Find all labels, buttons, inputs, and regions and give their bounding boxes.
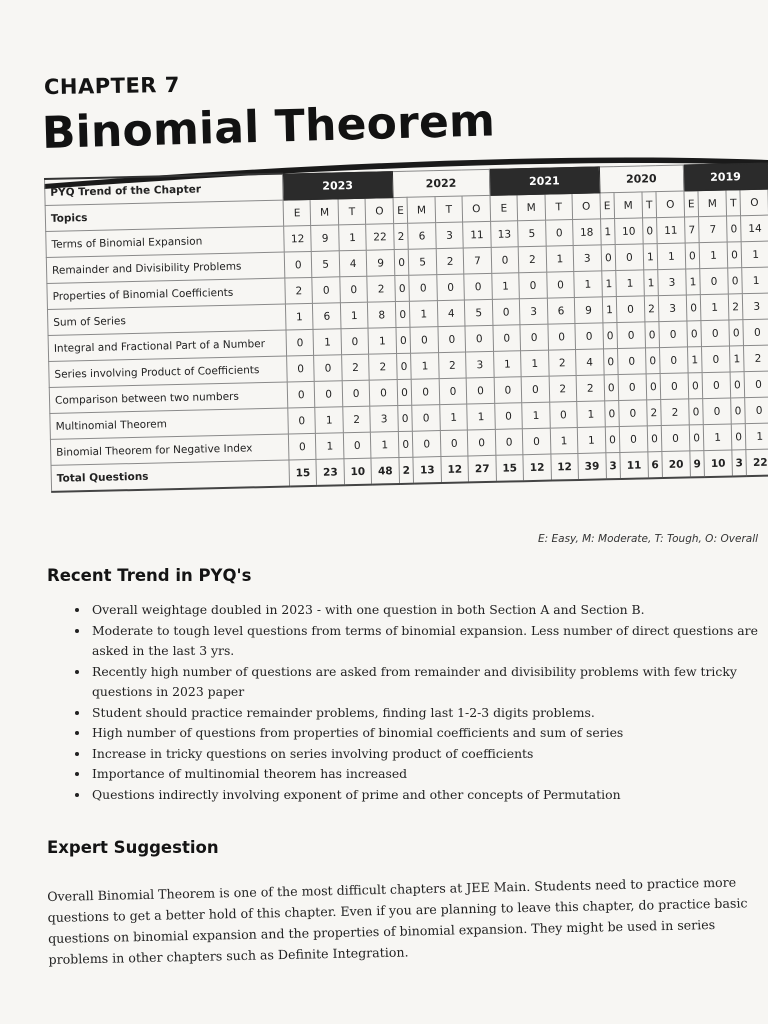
chapter-label: CHAPTER 7 — [43, 72, 181, 100]
year-header: 2021 — [489, 166, 599, 195]
value-cell: 0 — [688, 373, 703, 399]
pyq-trend-table — [44, 162, 768, 493]
value-cell: 0 — [615, 244, 643, 271]
value-cell: 2 — [518, 246, 546, 273]
value-cell: 1 — [616, 270, 644, 297]
value-cell: 0 — [689, 425, 704, 451]
value-cell: 2 — [661, 399, 689, 426]
difficulty-header: T — [545, 194, 573, 221]
value-cell: 48 — [371, 458, 399, 485]
value-cell: 2 — [343, 406, 371, 433]
value-cell: 0 — [468, 429, 496, 456]
topics-header: Topics — [45, 200, 284, 231]
value-cell: 0 — [287, 381, 315, 408]
difficulty-header: M — [614, 192, 642, 219]
value-cell: 0 — [493, 325, 521, 352]
value-cell: 0 — [604, 401, 619, 427]
difficulty-header: E — [393, 197, 408, 223]
year-header: 2020 — [599, 164, 684, 192]
value-cell: 1 — [601, 271, 616, 297]
value-cell: 1 — [285, 303, 313, 330]
value-cell: 0 — [440, 430, 468, 457]
value-cell: 0 — [603, 349, 618, 375]
value-cell: 1 — [643, 244, 658, 270]
value-cell: 0 — [659, 321, 687, 348]
value-cell: 0 — [523, 428, 551, 455]
difficulty-header: M — [517, 194, 545, 221]
value-cell: 7 — [699, 216, 727, 243]
value-cell: 0 — [395, 301, 410, 327]
value-cell: 9 — [311, 225, 339, 252]
value-cell: 8 — [368, 302, 396, 329]
value-cell: 3 — [605, 453, 620, 480]
year-header: 2019 — [683, 163, 768, 191]
value-cell: 39 — [578, 453, 606, 480]
value-cell: 2 — [744, 345, 768, 372]
value-cell: 7 — [684, 217, 699, 243]
value-cell: 0 — [688, 399, 703, 425]
value-cell: 0 — [398, 405, 413, 431]
value-cell: 0 — [410, 327, 438, 354]
difficulty-header: M — [311, 199, 339, 226]
recent-trend-heading: Recent Trend in PYQ's — [47, 566, 252, 585]
difficulty-header: E — [283, 199, 311, 226]
value-cell: 0 — [394, 249, 409, 275]
value-cell: 0 — [546, 272, 574, 299]
expert-suggestion-heading: Expert Suggestion — [47, 838, 219, 857]
value-cell: 0 — [545, 220, 573, 247]
value-cell: 23 — [316, 459, 344, 486]
value-cell: 0 — [439, 378, 467, 405]
value-cell: 1 — [577, 427, 605, 454]
value-cell: 1 — [313, 329, 341, 356]
value-cell: 2 — [393, 223, 408, 249]
list-item: • High number of questions from properties of binomial coefficients and sum of series — [90, 723, 760, 744]
value-cell: 2 — [341, 354, 369, 381]
difficulty-header: E — [684, 191, 699, 217]
value-cell: 3 — [370, 406, 398, 433]
year-header: 2023 — [282, 171, 392, 200]
pyq-trend-table-container — [44, 162, 768, 493]
topic-cell: Integral and Fractional Part of a Number — [48, 330, 287, 361]
value-cell: 0 — [700, 268, 728, 295]
value-cell: 0 — [729, 320, 744, 346]
value-cell: 1 — [411, 353, 439, 380]
value-cell: 0 — [495, 403, 523, 430]
value-cell: 2 — [548, 349, 576, 376]
value-cell: 7 — [464, 247, 492, 274]
difficulty-header: T — [726, 190, 741, 216]
value-cell: 0 — [730, 398, 745, 424]
difficulty-header: O — [740, 189, 768, 216]
value-cell: 2 — [576, 375, 604, 402]
topic-cell: Sum of Series — [47, 304, 286, 335]
list-item: • Questions indirectly involving exponent of prime and other concepts of Permutation — [90, 785, 760, 806]
difficulty-legend: E: Easy, M: Moderate, T: Tough, O: Overall — [538, 533, 759, 545]
difficulty-header: M — [407, 197, 435, 224]
value-cell: 0 — [619, 426, 647, 453]
topic-cell: Comparison between two numbers — [49, 382, 288, 413]
value-cell: 2 — [549, 375, 577, 402]
value-cell: 11 — [657, 217, 685, 244]
value-cell: 13 — [413, 457, 441, 484]
difficulty-header: T — [435, 196, 463, 223]
value-cell: 2 — [436, 248, 464, 275]
value-cell: 15 — [496, 455, 524, 482]
value-cell: 3 — [732, 450, 747, 477]
value-cell: 0 — [315, 381, 343, 408]
value-cell: 0 — [409, 275, 437, 302]
value-cell: 0 — [685, 243, 700, 269]
value-cell: 0 — [731, 424, 746, 450]
value-cell: 0 — [726, 216, 741, 242]
value-cell: 0 — [645, 348, 660, 374]
list-item: • Overall weightage doubled in 2023 - with one question in both Section A and Section B. — [90, 600, 760, 621]
list-item: • Moderate to tough level questions from terms of binomial expansion. Less number of direct questions are asked in the last 3 yrs. — [90, 621, 760, 662]
list-item: • Importance of multinomial theorem has increased — [90, 764, 760, 785]
chapter-title: Binomial Theorem — [41, 95, 496, 159]
value-cell: 1 — [600, 219, 615, 245]
value-cell: 2 — [438, 352, 466, 379]
topic-cell: Series involving Product of Coefficients — [49, 356, 288, 387]
value-cell: 3 — [659, 295, 687, 322]
value-cell: 0 — [288, 433, 316, 460]
value-cell: 0 — [617, 322, 645, 349]
value-cell: 0 — [395, 275, 410, 301]
value-cell: 0 — [549, 401, 577, 428]
difficulty-header: O — [572, 193, 600, 220]
table-title: PYQ Trend of the Chapter — [45, 174, 284, 206]
difficulty-header: E — [490, 195, 518, 222]
value-cell: 0 — [619, 400, 647, 427]
difficulty-header: T — [642, 192, 657, 218]
difficulty-header: T — [338, 198, 366, 225]
value-cell: 1 — [574, 271, 602, 298]
value-cell: 0 — [645, 322, 660, 348]
value-cell: 4 — [339, 250, 367, 277]
value-cell: 0 — [396, 353, 411, 379]
value-cell: 10 — [704, 450, 732, 477]
value-cell: 0 — [660, 347, 688, 374]
value-cell: 1 — [492, 273, 520, 300]
value-cell: 12 — [284, 225, 312, 252]
value-cell: 6 — [547, 297, 575, 324]
value-cell: 0 — [618, 348, 646, 375]
value-cell: 0 — [397, 379, 412, 405]
value-cell: 1 — [339, 224, 367, 251]
topic-cell: Multinomial Theorem — [50, 408, 289, 439]
value-cell: 0 — [604, 375, 619, 401]
expert-suggestion-text: Overall Binomial Theorem is one of the most difficult chapters at JEE Main. Students need to practice more questions to get a better hold of this chapter. Even if you are planning to leave this chapter, do practice basic questions on binomial expansion and the properties of binomial expansion. They might be used in series problems in other chapters such as Definite Integration. — [47, 874, 748, 967]
value-cell: 0 — [548, 323, 576, 350]
value-cell: 0 — [412, 379, 440, 406]
value-cell: 0 — [617, 296, 645, 323]
value-cell: 0 — [342, 380, 370, 407]
value-cell: 2 — [367, 276, 395, 303]
list-item: • Student should practice remainder problems, finding last 1-2-3 digits problems. — [90, 703, 760, 724]
value-cell: 5 — [518, 220, 546, 247]
value-cell: 0 — [701, 320, 729, 347]
value-cell: 14 — [741, 215, 768, 242]
value-cell: 3 — [466, 351, 494, 378]
value-cell: 0 — [464, 273, 492, 300]
value-cell: 0 — [412, 405, 440, 432]
value-cell: 0 — [519, 272, 547, 299]
value-cell: 2 — [728, 294, 743, 320]
difficulty-header: O — [365, 198, 393, 225]
value-cell: 1 — [467, 403, 495, 430]
table-body — [46, 215, 768, 492]
value-cell: 2 — [399, 457, 414, 484]
value-cell: 10 — [344, 458, 372, 485]
year-header: 2022 — [392, 169, 490, 198]
value-cell: 22 — [746, 449, 768, 476]
value-cell: 0 — [396, 327, 411, 353]
value-cell: 0 — [343, 432, 371, 459]
value-cell: 1 — [602, 297, 617, 323]
value-cell: 0 — [703, 398, 731, 425]
value-cell: 0 — [745, 397, 768, 424]
topic-cell: Total Questions — [51, 460, 290, 492]
value-cell: 1 — [577, 401, 605, 428]
value-cell: 0 — [521, 376, 549, 403]
value-cell: 2 — [644, 296, 659, 322]
value-cell: 0 — [494, 377, 522, 404]
value-cell: 3 — [743, 293, 768, 320]
value-cell: 9 — [690, 451, 705, 478]
difficulty-header: E — [600, 193, 615, 219]
value-cell: 12 — [523, 454, 551, 481]
value-cell: 2 — [285, 277, 313, 304]
value-cell: 13 — [490, 221, 518, 248]
value-cell: 6 — [408, 223, 436, 250]
value-cell: 1 — [521, 350, 549, 377]
value-cell: 1 — [746, 423, 768, 450]
value-cell: 0 — [340, 276, 368, 303]
list-item: • Increase in tricky questions on series involving product of coefficients — [90, 744, 760, 765]
value-cell: 1 — [742, 267, 768, 294]
recent-trend-list — [72, 600, 760, 805]
value-cell: 1 — [729, 346, 744, 372]
value-cell: 0 — [314, 355, 342, 382]
value-cell: 0 — [287, 355, 315, 382]
value-cell: 0 — [642, 218, 657, 244]
value-cell: 3 — [573, 245, 601, 272]
value-cell: 0 — [660, 373, 688, 400]
value-cell: 0 — [662, 425, 690, 452]
topic-cell: Terms of Binomial Expansion — [46, 226, 285, 257]
value-cell: 0 — [466, 377, 494, 404]
value-cell: 0 — [687, 321, 702, 347]
value-cell: 15 — [289, 459, 317, 486]
value-cell: 3 — [658, 269, 686, 296]
value-cell: 1 — [742, 241, 768, 268]
value-cell: 0 — [605, 427, 620, 453]
topic-cell: Binomial Theorem for Negative Index — [50, 434, 289, 465]
value-cell: 1 — [371, 432, 399, 459]
value-cell: 1 — [493, 351, 521, 378]
value-cell: 0 — [702, 346, 730, 373]
value-cell: 0 — [730, 372, 745, 398]
value-cell: 0 — [312, 277, 340, 304]
value-cell: 0 — [288, 407, 316, 434]
value-cell: 0 — [492, 299, 520, 326]
list-item: • Recently high number of questions are asked from remainder and divisibility problems with few tricky questions in 2023 paper — [90, 662, 760, 703]
value-cell: 22 — [366, 224, 394, 251]
value-cell: 0 — [575, 323, 603, 350]
value-cell: 4 — [437, 300, 465, 327]
value-cell: 1 — [410, 301, 438, 328]
value-cell: 1 — [643, 270, 658, 296]
value-cell: 0 — [437, 274, 465, 301]
value-cell: 0 — [520, 324, 548, 351]
topic-cell: Remainder and Divisibility Problems — [46, 252, 285, 283]
value-cell: 1 — [657, 243, 685, 270]
value-cell: 1 — [701, 294, 729, 321]
value-cell: 3 — [435, 222, 463, 249]
difficulty-header: M — [698, 190, 726, 217]
value-cell: 0 — [341, 328, 369, 355]
value-cell: 11 — [463, 221, 491, 248]
value-cell: 3 — [520, 298, 548, 325]
value-cell: 0 — [618, 374, 646, 401]
value-cell: 1 — [316, 433, 344, 460]
value-cell: 0 — [646, 374, 661, 400]
value-cell: 1 — [315, 407, 343, 434]
value-cell: 0 — [438, 326, 466, 353]
difficulty-header: O — [462, 195, 490, 222]
value-cell: 9 — [574, 297, 602, 324]
value-cell: 0 — [702, 372, 730, 399]
value-cell: 12 — [441, 456, 469, 483]
value-cell: 1 — [699, 242, 727, 269]
value-cell: 5 — [409, 249, 437, 276]
value-cell: 0 — [284, 251, 312, 278]
topic-cell: Properties of Binomial Coefficients — [47, 278, 286, 309]
value-cell: 5 — [465, 299, 493, 326]
value-cell: 0 — [495, 429, 523, 456]
value-cell: 1 — [340, 302, 368, 329]
value-cell: 6 — [313, 303, 341, 330]
value-cell: 4 — [576, 349, 604, 376]
value-cell: 9 — [367, 250, 395, 277]
value-cell: 5 — [312, 251, 340, 278]
value-cell: 0 — [686, 295, 701, 321]
value-cell: 1 — [550, 427, 578, 454]
value-cell: 0 — [727, 268, 742, 294]
value-cell: 0 — [647, 426, 662, 452]
value-cell: 10 — [615, 218, 643, 245]
value-cell: 1 — [687, 347, 702, 373]
value-cell: 1 — [440, 404, 468, 431]
value-cell: 0 — [286, 329, 314, 356]
value-cell: 2 — [369, 354, 397, 381]
value-cell: 11 — [620, 452, 648, 479]
value-cell: 18 — [573, 219, 601, 246]
value-cell: 0 — [744, 371, 768, 398]
value-cell: 0 — [601, 245, 616, 271]
value-cell: 6 — [648, 452, 663, 479]
value-cell: 1 — [546, 246, 574, 273]
value-cell: 0 — [465, 325, 493, 352]
value-cell: 20 — [662, 451, 690, 478]
value-cell: 1 — [704, 424, 732, 451]
difficulty-header: O — [656, 191, 684, 218]
value-cell: 0 — [491, 247, 519, 274]
value-cell: 27 — [468, 455, 496, 482]
value-cell: 0 — [370, 380, 398, 407]
value-cell: 2 — [646, 400, 661, 426]
value-cell: 0 — [398, 431, 413, 457]
value-cell: 0 — [603, 323, 618, 349]
value-cell: 0 — [727, 242, 742, 268]
value-cell: 0 — [413, 431, 441, 458]
value-cell: 1 — [368, 328, 396, 355]
value-cell: 1 — [685, 269, 700, 295]
value-cell: 1 — [522, 402, 550, 429]
value-cell: 12 — [551, 453, 579, 480]
value-cell: 0 — [743, 319, 768, 346]
